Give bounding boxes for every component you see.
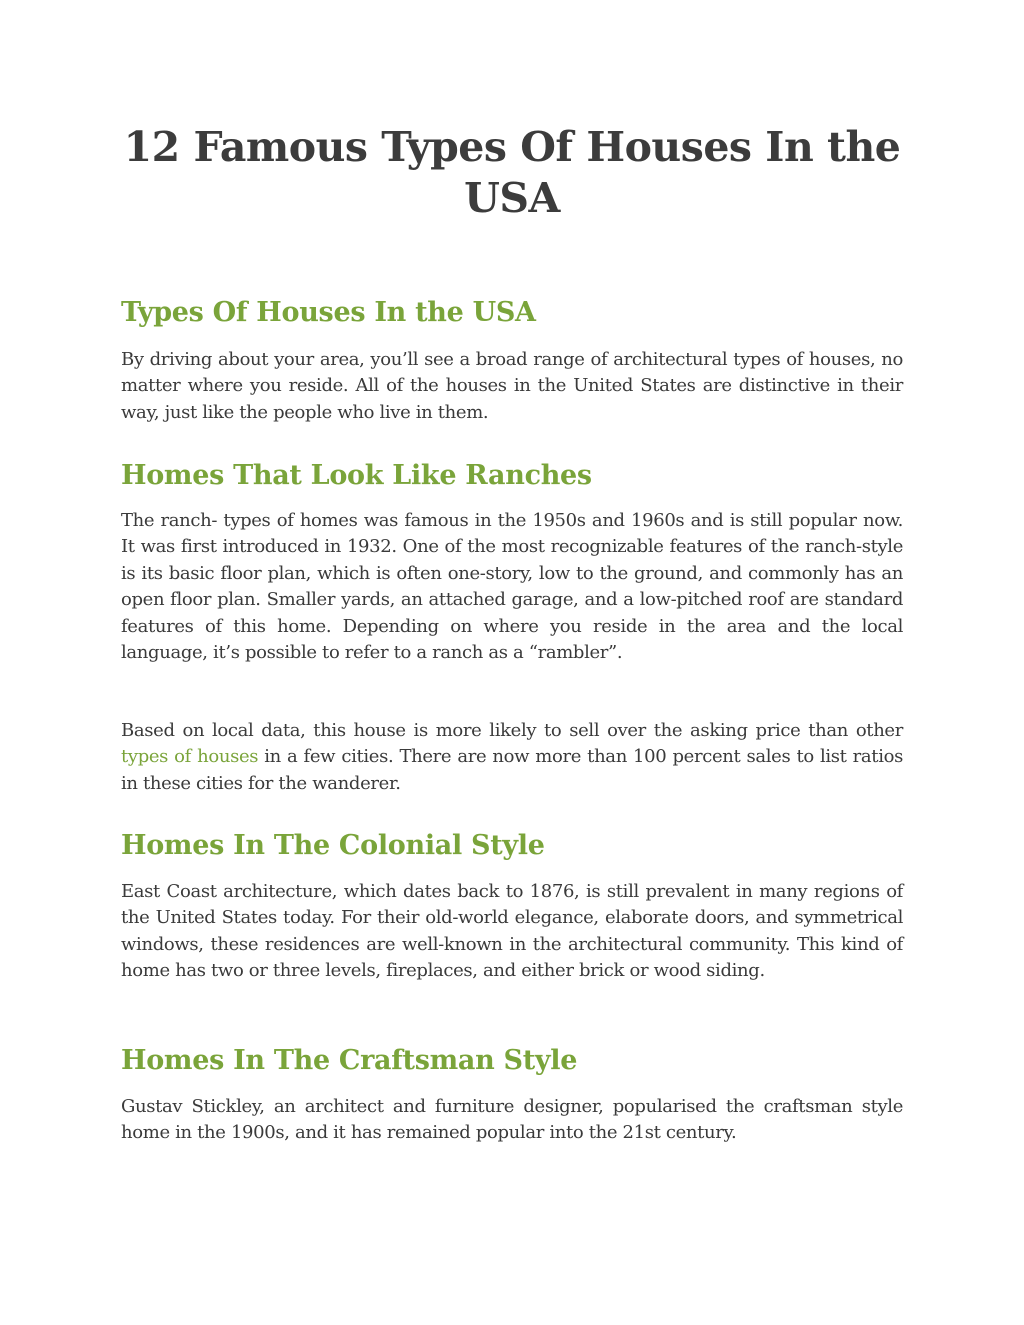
ranch-paragraph-2 — [121, 718, 903, 797]
section-heading-colonial-homes: Homes In The Colonial Style — [121, 830, 545, 861]
section-heading-ranch-homes: Homes That Look Like Ranches — [121, 460, 592, 491]
page-title: 12 Famous Types Of Houses In the USA — [123, 123, 901, 222]
colonial-paragraph: East Coast architecture, which dates back to 1876, is still prevalent in many regions of the United States today. For their old-world elegance, elaborate doors, and symmetrical windows, these residences are well-known in the architectural community. This kind of home has two or three levels, fireplaces, and either brick or wood siding. — [121, 881, 903, 982]
section-heading-craftsman-homes: Homes In The Craftsman Style — [121, 1045, 578, 1076]
ranch-paragraph-2-text-before: Based on local data, this house is more likely to sell over the asking price than other — [121, 720, 903, 741]
ranch-paragraph-1: The ranch- types of homes was famous in the 1950s and 1960s and is still popular now. It was first introduced in 1932. One of the most recognizable features of the ranch-style is its basic floor plan, which is often one-story, low to the ground, and commonly has an open floor plan. Smaller yards, an attached garage, and a low-pitched roof are standard features of this home. Depending on where you reside in the area and the local language, it’s possible to refer to a ranch as a “rambler”. — [121, 510, 903, 664]
intro-paragraph: By driving about your area, you’ll see a broad range of architectural types of houses, no matter where you reside. All of the houses in the United States are distinctive in their way, just like the people who live in them. — [121, 349, 903, 423]
types-of-houses-link[interactable]: types of houses — [121, 746, 259, 768]
title-wrapper — [121, 0, 903, 224]
ranch-paragraph-2-text-after: in a few cities. There are now more than 100 percent sales to list ratios in these cities for the wanderer. — [121, 746, 903, 794]
craftsman-paragraph: Gustav Stickley, an architect and furniture designer, popularised the craftsman style home in the 1900s, and it has remained popular into the 21st century. — [121, 1096, 903, 1144]
section-heading-types-of-houses: Types Of Houses In the USA — [121, 297, 536, 328]
